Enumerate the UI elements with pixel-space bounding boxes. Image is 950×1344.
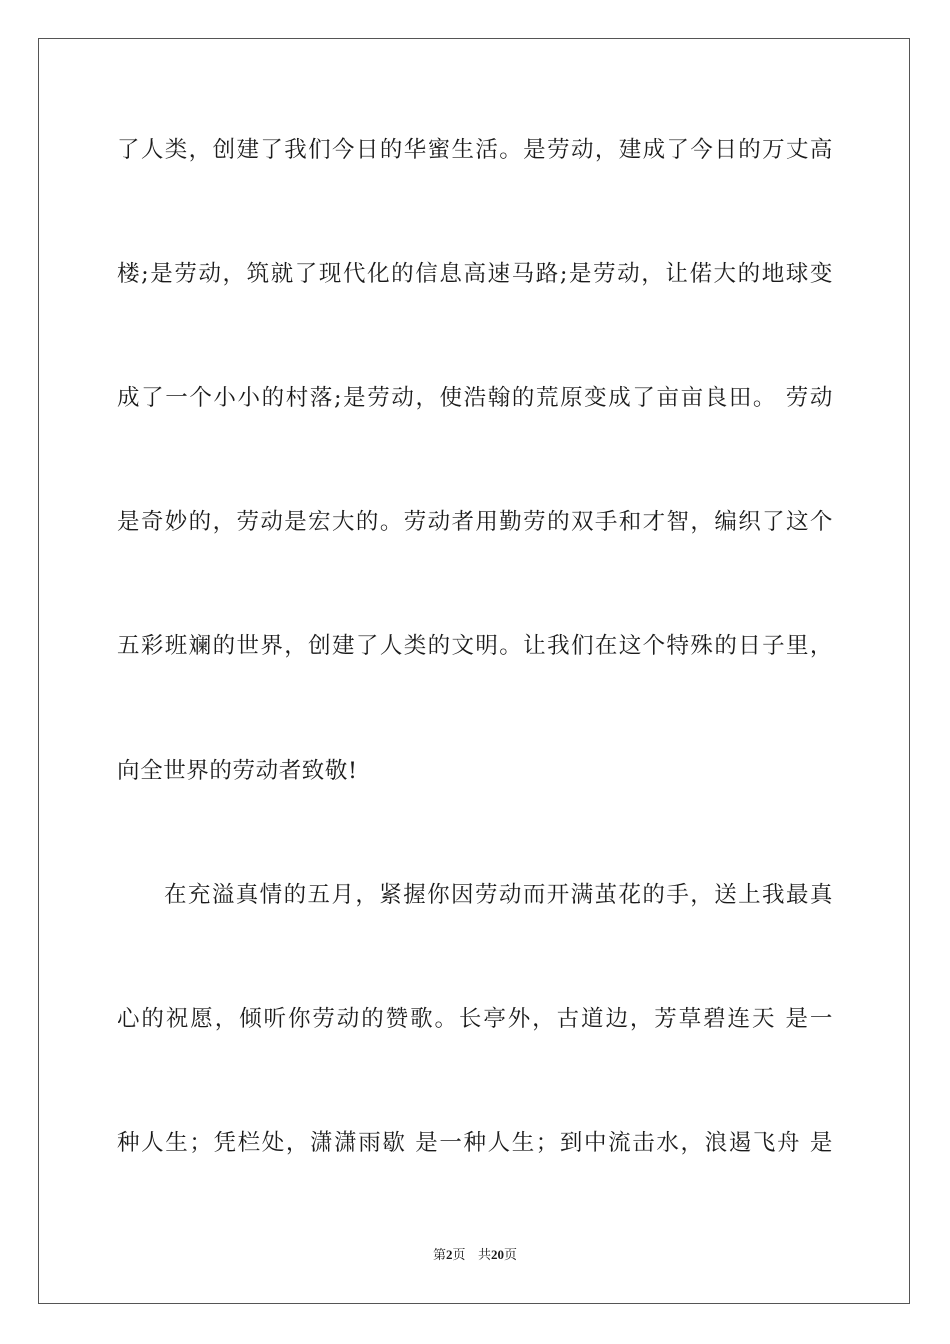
- text-line: 向全世界的劳动者致敬!: [117, 758, 358, 784]
- text-line: 五彩班斓的世界，创建了人类的文明。让我们在这个特殊的日子里，: [117, 633, 833, 659]
- page-footer: [0, 1246, 950, 1265]
- footer-suffix: 页: [503, 1248, 517, 1263]
- current-page-number: 2: [446, 1247, 453, 1262]
- footer-mid: 页 共: [452, 1248, 491, 1263]
- text-line: 是奇妙的，劳动是宏大的。劳动者用勤劳的双手和才智，编织了这个: [117, 509, 833, 535]
- text-line: 心的祝愿，倾听你劳动的赞歌。长亭外，古道边，芳草碧连天 是一: [117, 1006, 833, 1032]
- text-line: 在充溢真情的五月，紧握你因劳动而开满茧花的手，送上我最真: [164, 882, 833, 908]
- text-line: 了人类，创建了我们今日的华蜜生活。是劳动，建成了今日的万丈高: [117, 137, 833, 163]
- text-line: 楼;是劳动，筑就了现代化的信息高速马路;是劳动，让偌大的地球变: [117, 261, 833, 287]
- text-line: 种人生；凭栏处，潇潇雨歇 是一种人生；到中流击水，浪遏飞舟 是: [117, 1130, 833, 1156]
- text-line: 成了一个小小的村落;是劳动，使浩翰的荒原变成了亩亩良田。 劳动: [117, 385, 833, 411]
- footer-prefix: 第: [433, 1248, 447, 1263]
- page-border: [38, 38, 910, 1304]
- total-page-number: 20: [490, 1247, 504, 1262]
